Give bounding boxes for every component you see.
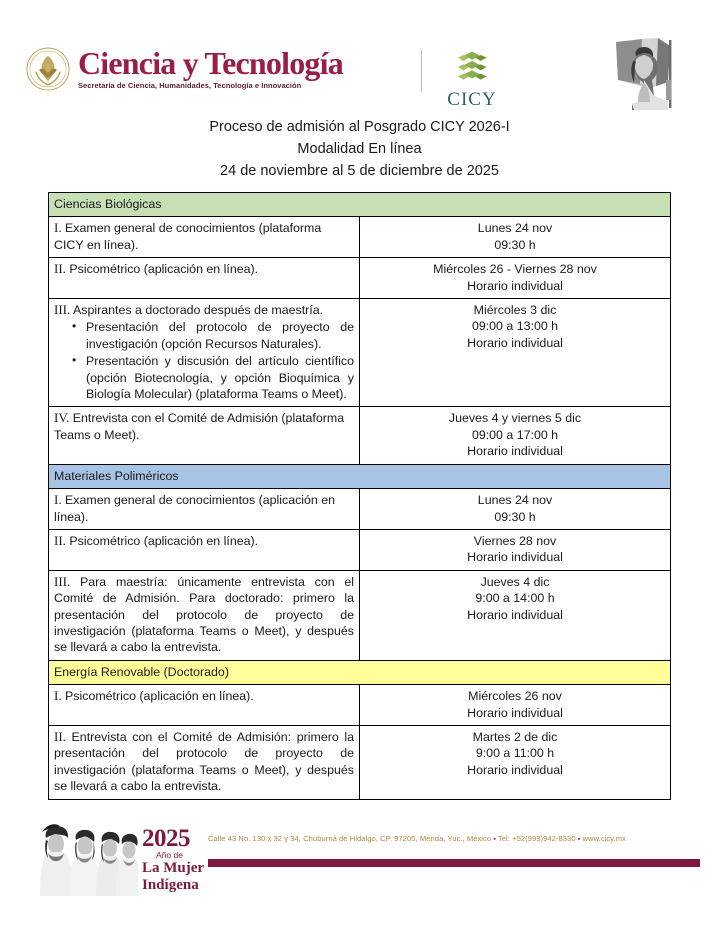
- activity-numeral: III.: [54, 573, 71, 589]
- dates-cell: [360, 407, 671, 464]
- section-header-0: Ciencias Biológicas: [49, 193, 671, 217]
- dates-cell: [360, 570, 671, 660]
- dates-cell: [360, 217, 671, 258]
- footer-phone: Tel: +52(999)942-8330: [497, 834, 576, 843]
- activity-cell: [49, 489, 360, 530]
- activity-description: Entrevista con el Comité de Admisión: primero la presentación del protocolo de proyecto de investigación (plataforma Teams o Meet), y después se llevará a cabo la entrevista.: [54, 729, 354, 794]
- footer-year-line2: Indígena: [142, 877, 199, 893]
- activity-text: [54, 261, 354, 277]
- date-line: Jueves 4 y viernes 5 dic: [448, 411, 582, 426]
- activity-numeral: I.: [54, 688, 62, 704]
- date-line: Horario individual: [467, 335, 563, 350]
- section-header-row: [49, 464, 671, 488]
- activity-description: Psicométrico (aplicación en línea).: [65, 689, 254, 704]
- document-footer: [0, 818, 719, 908]
- list-item: • Presentación y discusión del artículo científico (opción Biotecnología, y opción Bioquímica y Biología Molecular) (plataforma Teams o Meet).: [86, 353, 354, 402]
- activity-cell: [49, 217, 360, 258]
- activity-numeral: II.: [54, 532, 66, 548]
- table-row: [49, 725, 671, 799]
- table-row: [49, 489, 671, 530]
- title-line-1: Proceso de admisión al Posgrado CICY 2026-I: [209, 119, 510, 135]
- activity-numeral: III.: [54, 302, 71, 318]
- activity-cell: [49, 258, 360, 299]
- dates-cell: [360, 685, 671, 726]
- dates-cell: [360, 299, 671, 407]
- cicy-plant-icon: [452, 49, 492, 89]
- mexican-coat-of-arms-icon: [26, 47, 70, 91]
- section-header-row: [49, 660, 671, 684]
- footer-separator-1: ▪: [493, 836, 496, 843]
- date-line: Horario individual: [467, 607, 563, 622]
- activity-bullet-list: [54, 319, 354, 402]
- table-row: [49, 299, 671, 407]
- dates-cell: [360, 725, 671, 799]
- date-line: Lunes 24 nov: [477, 493, 553, 508]
- activity-description: Aspirantes a doctorado después de maestría.: [73, 303, 324, 318]
- year-2025-logo: [38, 822, 204, 896]
- admission-schedule-table: [48, 192, 671, 800]
- dates-cell: [360, 489, 671, 530]
- section-header-1: Materiales Poliméricos: [49, 464, 671, 488]
- woman-with-flag-image: [598, 36, 694, 110]
- activity-numeral: II.: [54, 261, 66, 277]
- cicy-logo: [440, 49, 504, 110]
- document-header: [0, 0, 719, 108]
- footer-year: 2025: [142, 825, 190, 852]
- activity-numeral: I.: [54, 220, 62, 236]
- activity-text: [54, 492, 354, 525]
- activity-numeral: I.: [54, 492, 62, 508]
- government-logo: [26, 47, 343, 91]
- date-line: 9:00 a 11:00 h: [475, 746, 555, 761]
- activity-numeral: II.: [54, 728, 66, 744]
- date-line: Horario individual: [467, 444, 563, 459]
- activity-cell: [49, 685, 360, 726]
- activity-text: [54, 533, 354, 549]
- header-divider: [421, 50, 422, 92]
- table-row: [49, 685, 671, 726]
- activity-cell: [49, 570, 360, 660]
- activity-cell: [49, 725, 360, 799]
- date-line: Horario individual: [467, 762, 563, 777]
- date-line: Miércoles 3 dic: [473, 303, 557, 318]
- footer-year-label: Año de: [156, 850, 183, 860]
- date-line: Lunes 24 nov: [477, 221, 553, 236]
- footer-contact-line: [208, 834, 626, 843]
- activity-text: [54, 729, 354, 795]
- table-row: [49, 570, 671, 660]
- footer-website[interactable]: www.cicy.mx: [582, 834, 626, 843]
- activity-description: Entrevista con el Comité de Admisión (plataforma Teams o Meet).: [54, 411, 345, 442]
- gob-title: Ciencia y Tecnología: [78, 45, 343, 81]
- indigenous-women-photo: [38, 822, 138, 896]
- list-item: • Presentación del protocolo de proyecto de investigación (opción Recursos Naturales).: [86, 319, 354, 352]
- table-row: [49, 217, 671, 258]
- date-line: 09:30 h: [494, 509, 536, 524]
- section-header-2: Energía Renovable (Doctorado): [49, 660, 671, 684]
- date-line: Martes 2 de dic: [472, 729, 558, 744]
- title-line-3: 24 de noviembre al 5 de diciembre de 2025: [220, 163, 499, 179]
- activity-cell: [49, 299, 360, 407]
- document-title-block: [0, 116, 719, 182]
- date-line: Horario individual: [467, 278, 563, 293]
- activity-text: [54, 302, 354, 318]
- table-row: [49, 529, 671, 570]
- table-row: [49, 258, 671, 299]
- date-line: 09:00 a 17:00 h: [471, 427, 559, 442]
- footer-year-line1: La Mujer: [142, 860, 205, 876]
- date-line: Jueves 4 dic: [480, 574, 550, 589]
- date-line: Viernes 28 nov: [473, 533, 557, 548]
- activity-text: [54, 410, 354, 443]
- activity-text: [54, 220, 354, 253]
- activity-description: Para maestría: únicamente entrevista con el Comité de Admisión. Para doctorado: primero la presentación del protocolo de proyecto de investigación (plataforma Teams o Meet), y después se llevará a cabo la entrevista.: [54, 574, 354, 655]
- section-header-row: [49, 193, 671, 217]
- date-line: Horario individual: [467, 705, 563, 720]
- date-line: Miércoles 26 nov: [468, 689, 562, 704]
- activity-text: [54, 574, 354, 656]
- schedule-table-wrapper: [48, 192, 671, 800]
- date-line: 9:00 a 14:00 h: [475, 591, 555, 606]
- dates-cell: [360, 529, 671, 570]
- activity-numeral: IV.: [54, 410, 70, 426]
- activity-text: [54, 688, 354, 704]
- dates-cell: [360, 258, 671, 299]
- activity-description: Psicométrico (aplicación en línea).: [69, 533, 259, 548]
- footer-address: Calle 43 No. 130 x 32 y 34, Chuburná de Hidalgo, CP. 97205, Mérida, Yuc., México: [208, 834, 492, 843]
- footer-separator-2: ▪: [577, 836, 581, 843]
- date-line: 09:30 h: [494, 237, 536, 252]
- footer-accent-bar: [208, 859, 700, 867]
- gob-subtitle: Secretaría de Ciencia, Humanidades, Tecnología e Innovación: [78, 81, 302, 91]
- table-row: [49, 407, 671, 464]
- title-line-2: Modalidad En línea: [297, 141, 422, 157]
- activity-description: Examen general de conocimientos (plataforma CICY en línea).: [54, 221, 322, 252]
- activity-cell: [49, 529, 360, 570]
- cicy-wordmark: CICY: [447, 89, 497, 110]
- activity-cell: [49, 407, 360, 464]
- date-line: Horario individual: [467, 550, 563, 565]
- activity-description: Psicométrico (aplicación en línea).: [69, 262, 259, 277]
- activity-description: Examen general de conocimientos (aplicación en línea).: [54, 493, 336, 524]
- date-line: 09:00 a 13:00 h: [471, 319, 559, 334]
- date-line: Miércoles 26 - Viernes 28 nov: [433, 262, 597, 277]
